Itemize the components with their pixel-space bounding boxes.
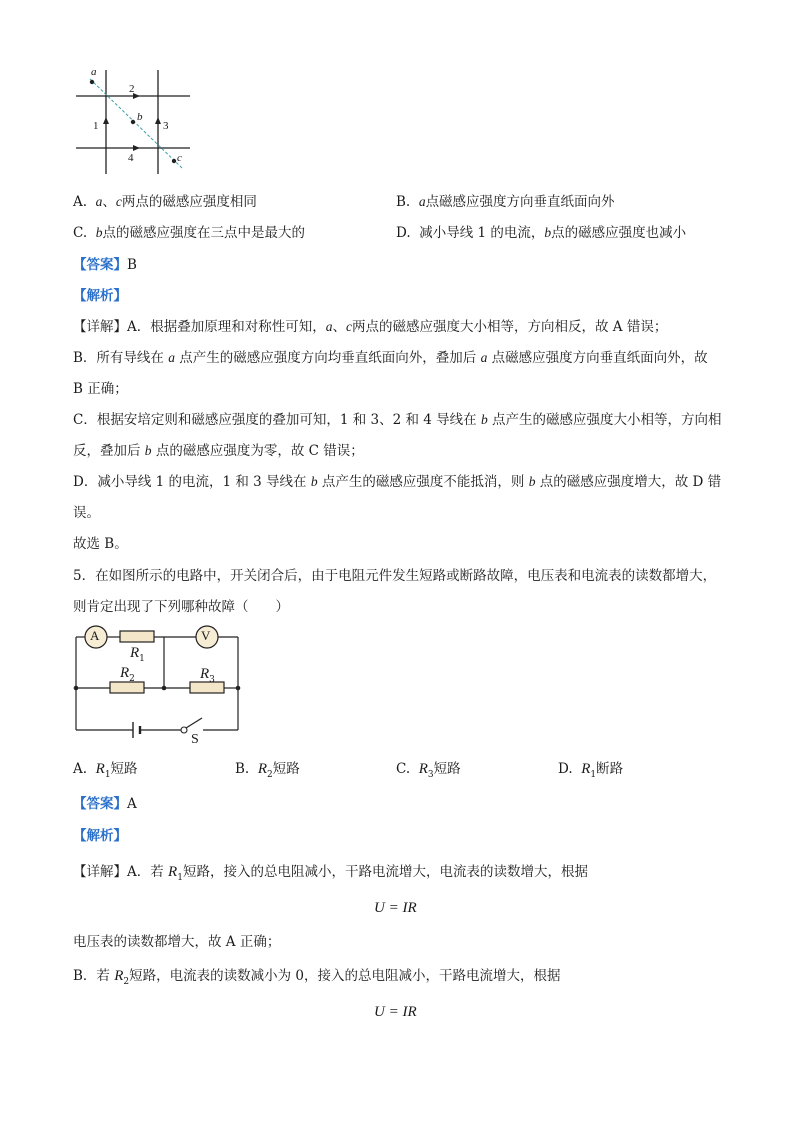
answer-value: B	[127, 257, 137, 273]
point-c-label: c	[177, 152, 182, 164]
q5-stem-line-1: 5．在如图所示的电路中，开关闭合后，由于电阻元件发生短路或断路故障，电压表和电流表的读数都增大，	[73, 568, 717, 584]
answer-value: A	[127, 796, 137, 812]
q5-stem-line-2: 则肯定出现了下列哪种故障（ ）	[73, 599, 289, 615]
voltmeter-label: V	[201, 628, 211, 643]
var-b: b	[544, 225, 552, 240]
analysis-tag: 【解析】	[73, 288, 127, 304]
q4-option-d	[396, 223, 686, 243]
wire-1-label: 1	[93, 120, 99, 132]
formula-ohms-law-2: U = IR	[374, 1004, 417, 1020]
formula-ohms-law-1: U = IR	[374, 900, 417, 916]
q4-analysis-heading	[73, 286, 127, 306]
option-text: 点磁感应强度方向垂直纸面向外	[425, 194, 615, 210]
q4-explain-line-3: B 正确；	[73, 381, 128, 397]
q4-explain-line-5: 反，叠加后 b 点的磁感应强度为零，故 C 错误；	[73, 443, 364, 459]
r3-label: $R_3$	[200, 666, 215, 685]
q4-explain-line-4: C．根据安培定则和磁感应强度的叠加可知，1 和 3、2 和 4 导线在 b 点产生的磁感应强度大小相等，方向相	[73, 412, 722, 428]
switch-label: S	[191, 732, 199, 747]
q4-explain-line-6: D．减小导线 1 的电流，1 和 3 导线在 b 点产生的磁感应强度不能抵消，则 b 点的磁感应强度增大，故 D 错	[73, 474, 722, 490]
option-prefix: A.	[73, 194, 88, 210]
q4-explain-line-2: B．所有导线在 a 点产生的磁感应强度方向均垂直纸面向外，叠加后 a 点磁感应强度方向垂直纸面向外，故	[73, 350, 708, 366]
detail-tag: 【详解】	[73, 319, 127, 335]
q4-answer	[73, 255, 137, 275]
option-prefix: B.	[396, 194, 411, 210]
detail-tag: 【详解】	[73, 864, 127, 880]
q5-option-a: A. $R_1$短路	[73, 761, 138, 780]
var-b: b	[95, 225, 103, 240]
q4-conclusion: 故选 B。	[73, 536, 128, 552]
analysis-tag: 【解析】	[73, 828, 127, 844]
option-text: 点的磁感应强度在三点中是最大的	[102, 225, 305, 241]
answer-tag: 【答案】	[73, 257, 127, 273]
q5-option-d: D. $R_1$断路	[558, 761, 624, 780]
q4-option-b	[396, 192, 615, 212]
wire-3-label: 3	[163, 120, 169, 132]
r2-label: $R_2$	[120, 665, 135, 684]
q5-answer	[73, 794, 137, 814]
wire-4-label: 4	[128, 152, 134, 164]
q4-explain-line-1: 【详解】A．根据叠加原理和对称性可知，a、c两点的磁感应强度大小相等，方向相反，故 A 错误；	[73, 319, 668, 335]
ammeter-label: A	[90, 628, 100, 643]
answer-tag: 【答案】	[73, 796, 127, 812]
point-a-label: a	[91, 66, 97, 78]
option-text: 减小导线 1 的电流，	[419, 225, 545, 241]
q5-option-c: C. $R_3$短路	[396, 761, 461, 780]
q4-option-c	[73, 223, 305, 243]
option-prefix: D.	[396, 225, 411, 241]
q5-explain-line-1: 【详解】A．若 $R_1$短路，接入的总电阻减小，干路电流增大，电流表的读数增大，根据	[73, 864, 588, 883]
q5-explain-line-2: 电压表的读数都增大，故 A 正确；	[73, 934, 281, 950]
point-b-label: b	[137, 111, 143, 123]
q4-option-a	[73, 192, 257, 212]
var-a: a	[418, 194, 426, 209]
wire-2-label: 2	[129, 83, 135, 95]
separator: 、	[102, 194, 116, 210]
q5-option-b: B. $R_2$短路	[235, 761, 300, 780]
r1-label: $R_1$	[130, 645, 145, 664]
q4-explain-line-7: 误。	[73, 505, 100, 521]
option-text: 两点的磁感应强度相同	[121, 194, 257, 210]
option-prefix: C.	[73, 225, 88, 241]
q5-analysis-heading	[73, 826, 127, 846]
option-text: 点的磁感应强度也减小	[551, 225, 687, 241]
var-a: a	[95, 194, 103, 209]
q5-explain-line-3: B．若 $R_2$短路，电流表的读数减小为 0，接入的总电阻减小，干路电流增大，根据	[73, 968, 561, 987]
var-c: c	[115, 194, 122, 209]
